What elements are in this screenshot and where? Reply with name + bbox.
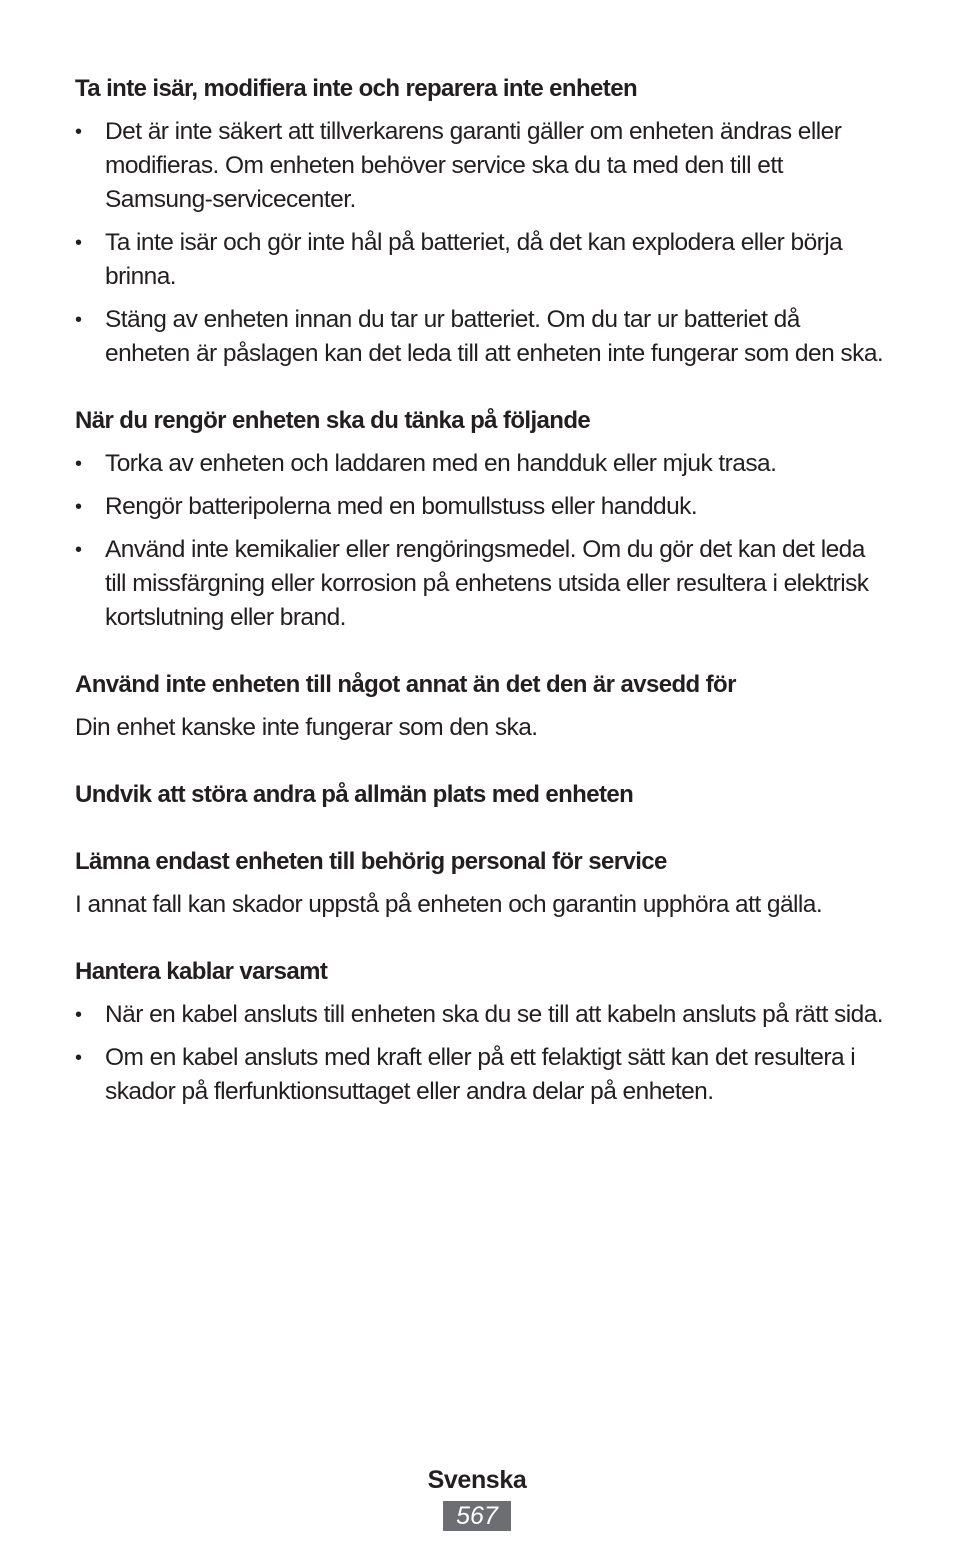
list-item-text: Om en kabel ansluts med kraft eller på ett felaktigt sätt kan det resultera i skador på flerfunktionsuttaget eller andra delar på enheten. bbox=[105, 1044, 856, 1105]
list-item-text: Ta inte isär och gör inte hål på batteriet, då det kan explodera eller börja brinna. bbox=[105, 229, 843, 290]
section-heading: Använd inte enheten till något annat än det den är avsedd för bbox=[75, 671, 736, 698]
list-item bbox=[75, 998, 885, 1032]
list-item bbox=[75, 226, 885, 294]
page-footer bbox=[0, 1463, 954, 1531]
list-item bbox=[75, 533, 885, 635]
section-cables bbox=[75, 955, 885, 1109]
list-item bbox=[75, 115, 885, 217]
section-intended-use bbox=[75, 668, 885, 745]
section-paragraph: I annat fall kan skador uppstå på enheten och garantin upphöra att gälla. bbox=[75, 891, 823, 918]
bullet-icon: • bbox=[75, 1047, 82, 1069]
bullet-icon: • bbox=[75, 309, 82, 331]
section-heading: Ta inte isär, modifiera inte och reparera inte enheten bbox=[75, 75, 637, 102]
section-disassembly bbox=[75, 72, 885, 371]
list-item bbox=[75, 447, 885, 481]
bullet-list bbox=[75, 447, 885, 635]
section-paragraph: Din enhet kanske inte fungerar som den ska. bbox=[75, 714, 538, 741]
section-heading: Undvik att störa andra på allmän plats med enheten bbox=[75, 781, 634, 808]
section-heading: Lämna endast enheten till behörig personal för service bbox=[75, 848, 667, 875]
list-item bbox=[75, 490, 885, 524]
section-heading: När du rengör enheten ska du tänka på följande bbox=[75, 407, 591, 434]
footer-language: Svenska bbox=[427, 1466, 527, 1494]
bullet-icon: • bbox=[75, 539, 82, 561]
bullet-icon: • bbox=[75, 232, 82, 254]
bullet-icon: • bbox=[75, 1004, 82, 1026]
bullet-list bbox=[75, 115, 885, 371]
list-item-text: När en kabel ansluts till enheten ska du se till att kabeln ansluts på rätt sida. bbox=[105, 1001, 884, 1028]
page-number-badge: 567 bbox=[443, 1501, 511, 1531]
bullet-icon: • bbox=[75, 496, 82, 518]
section-service bbox=[75, 845, 885, 922]
bullet-icon: • bbox=[75, 453, 82, 475]
section-public-places bbox=[75, 778, 885, 812]
list-item-text: Torka av enheten och laddaren med en handduk eller mjuk trasa. bbox=[105, 450, 777, 477]
bullet-list bbox=[75, 998, 885, 1109]
section-heading: Hantera kablar varsamt bbox=[75, 958, 328, 985]
list-item bbox=[75, 303, 885, 371]
list-item-text: Rengör batteripolerna med en bomullstuss eller handduk. bbox=[105, 493, 698, 520]
list-item-text: Använd inte kemikalier eller rengöringsmedel. Om du gör det kan det leda till missfärgning eller korrosion på enhetens utsida eller resultera i elektrisk kortslutning eller brand. bbox=[105, 536, 869, 631]
list-item-text: Det är inte säkert att tillverkarens garanti gäller om enheten ändras eller modifieras. Om enheten behöver service ska du ta med den till ett Samsung-servicecenter. bbox=[105, 118, 842, 213]
list-item bbox=[75, 1041, 885, 1109]
list-item-text: Stäng av enheten innan du tar ur batteriet. Om du tar ur batteriet då enheten är påslagen kan det leda till att enheten inte fungerar som den ska. bbox=[105, 306, 884, 367]
document-body bbox=[75, 72, 885, 1142]
section-cleaning bbox=[75, 404, 885, 635]
bullet-icon: • bbox=[75, 121, 82, 143]
